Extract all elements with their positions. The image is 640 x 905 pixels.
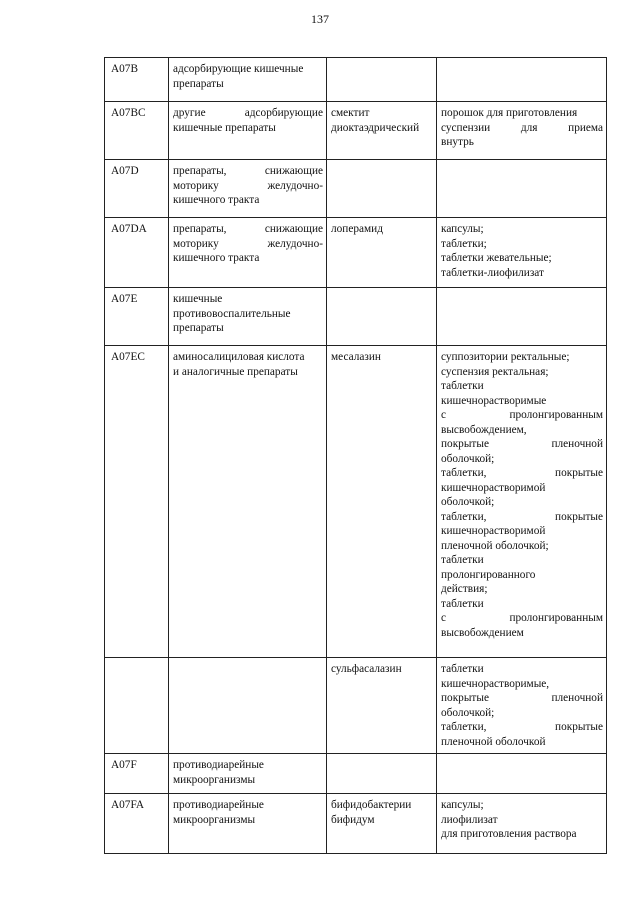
cell-line: суппозитории ректальные; (441, 351, 570, 363)
cell-line: покрытые пленочной (441, 692, 603, 704)
substance-cell (327, 658, 437, 754)
group-cell (169, 346, 327, 658)
cell-line: моторику желудочно- (173, 237, 323, 250)
cell-line: таблетки; (441, 237, 487, 250)
forms-cell (437, 794, 607, 854)
cell-line: таблетки-лиофилизат (441, 266, 544, 279)
code-cell: A07B (105, 58, 169, 102)
substance-cell (327, 160, 437, 218)
code-cell: A07BC (105, 102, 169, 160)
cell-line: пленочной оболочкой (441, 735, 546, 748)
cell-line: пленочной оболочкой; (441, 539, 549, 552)
code-cell: A07F (105, 754, 169, 794)
substance-cell (327, 102, 437, 160)
cell-line: таблетки (441, 380, 484, 392)
cell-line: порошок для приготовления (441, 107, 578, 119)
table-row (105, 658, 607, 754)
substance-cell (327, 58, 437, 102)
cell-line: таблетки жевательные; (441, 252, 552, 264)
cell-line: суспензия ректальная; (441, 365, 549, 378)
group-cell (169, 658, 327, 754)
cell-line: оболочкой; (441, 452, 495, 465)
drug-table (104, 57, 607, 854)
group-cell (169, 794, 327, 854)
cell-line: высвобождением, (441, 423, 527, 436)
cell-line: микроорганизмы (173, 773, 256, 786)
group-cell (169, 754, 327, 794)
cell-line: микроорганизмы (173, 813, 256, 826)
table-row (105, 102, 607, 160)
cell-line: таблетки, покрытые (441, 721, 603, 733)
cell-line: адсорбирующие кишечные (173, 63, 304, 75)
cell-line: кишечного тракта (173, 252, 260, 264)
cell-line: препараты (173, 322, 224, 334)
substance-cell (327, 754, 437, 794)
cell-line: кишечные препараты (173, 121, 276, 134)
cell-line: препараты, снижающие (173, 223, 323, 235)
cell-line: лоперамид (331, 223, 383, 235)
code-cell: A07FA (105, 794, 169, 854)
forms-cell (437, 346, 607, 658)
cell-line: суспензии для приема (441, 121, 603, 134)
substance-cell (327, 218, 437, 288)
cell-line: сульфасалазин (331, 663, 402, 675)
page-number: 137 (311, 12, 329, 26)
cell-line: таблетки, покрытые (441, 467, 603, 479)
forms-cell (437, 160, 607, 218)
forms-cell (437, 218, 607, 288)
cell-line: кишечнорастворимой (441, 481, 546, 494)
code-cell: A07E (105, 288, 169, 346)
cell-line: лиофилизат (441, 813, 498, 826)
cell-line: кишечного тракта (173, 194, 260, 206)
forms-cell (437, 58, 607, 102)
table-row (105, 346, 607, 658)
cell-line: действия; (441, 583, 488, 595)
cell-line: таблетки (441, 597, 484, 610)
cell-line: высвобождением (441, 626, 524, 639)
cell-line: бифидобактерии (331, 799, 412, 811)
table-row (105, 58, 607, 102)
cell-line: другие адсорбирующие (173, 107, 323, 119)
table-row (105, 160, 607, 218)
forms-cell (437, 658, 607, 754)
group-cell (169, 218, 327, 288)
cell-line: моторику желудочно- (173, 179, 323, 192)
cell-line: внутрь (441, 136, 474, 148)
table-row (105, 288, 607, 346)
cell-line: кишечные (173, 293, 223, 305)
code-cell: A07D (105, 160, 169, 218)
forms-cell (437, 288, 607, 346)
cell-line: таблетки (441, 663, 484, 675)
cell-line: таблетки, покрытые (441, 510, 603, 523)
cell-line: кишечнорастворимой (441, 525, 546, 537)
table-row (105, 754, 607, 794)
substance-cell (327, 794, 437, 854)
cell-line: диоктаэдрический (331, 121, 420, 134)
group-cell (169, 58, 327, 102)
table-body (105, 58, 607, 854)
substance-cell (327, 346, 437, 658)
cell-line: с пролонгированным (441, 409, 603, 421)
cell-line: препараты (173, 77, 224, 90)
cell-line: оболочкой; (441, 496, 495, 508)
cell-line: для приготовления раствора (441, 828, 577, 840)
cell-line: покрытые пленочной (441, 438, 603, 450)
code-cell: A07DA (105, 218, 169, 288)
table-row (105, 218, 607, 288)
cell-line: смектит (331, 107, 370, 119)
cell-line: кишечнорастворимые, (441, 677, 550, 690)
table-row (105, 794, 607, 854)
cell-line: кишечнорастворимые (441, 394, 547, 407)
code-cell: A07EC (105, 346, 169, 658)
cell-line: с пролонгированным (441, 612, 603, 624)
code-cell (105, 658, 169, 754)
cell-line: препараты, снижающие (173, 165, 323, 177)
forms-cell (437, 102, 607, 160)
cell-line: таблетки (441, 554, 484, 566)
cell-line: и аналогичные препараты (173, 365, 298, 378)
cell-line: капсулы; (441, 223, 484, 235)
group-cell (169, 288, 327, 346)
cell-line: месалазин (331, 351, 381, 363)
cell-line: аминосалициловая кислота (173, 351, 305, 363)
cell-line: капсулы; (441, 799, 484, 811)
cell-line: бифидум (331, 813, 375, 826)
forms-cell (437, 754, 607, 794)
cell-line: пролонгированного (441, 568, 536, 581)
cell-line: противовоспалительные (173, 307, 291, 320)
cell-line: противодиарейные (173, 759, 264, 771)
cell-line: противодиарейные (173, 799, 264, 811)
substance-cell (327, 288, 437, 346)
group-cell (169, 160, 327, 218)
group-cell (169, 102, 327, 160)
cell-line: оболочкой; (441, 706, 495, 719)
